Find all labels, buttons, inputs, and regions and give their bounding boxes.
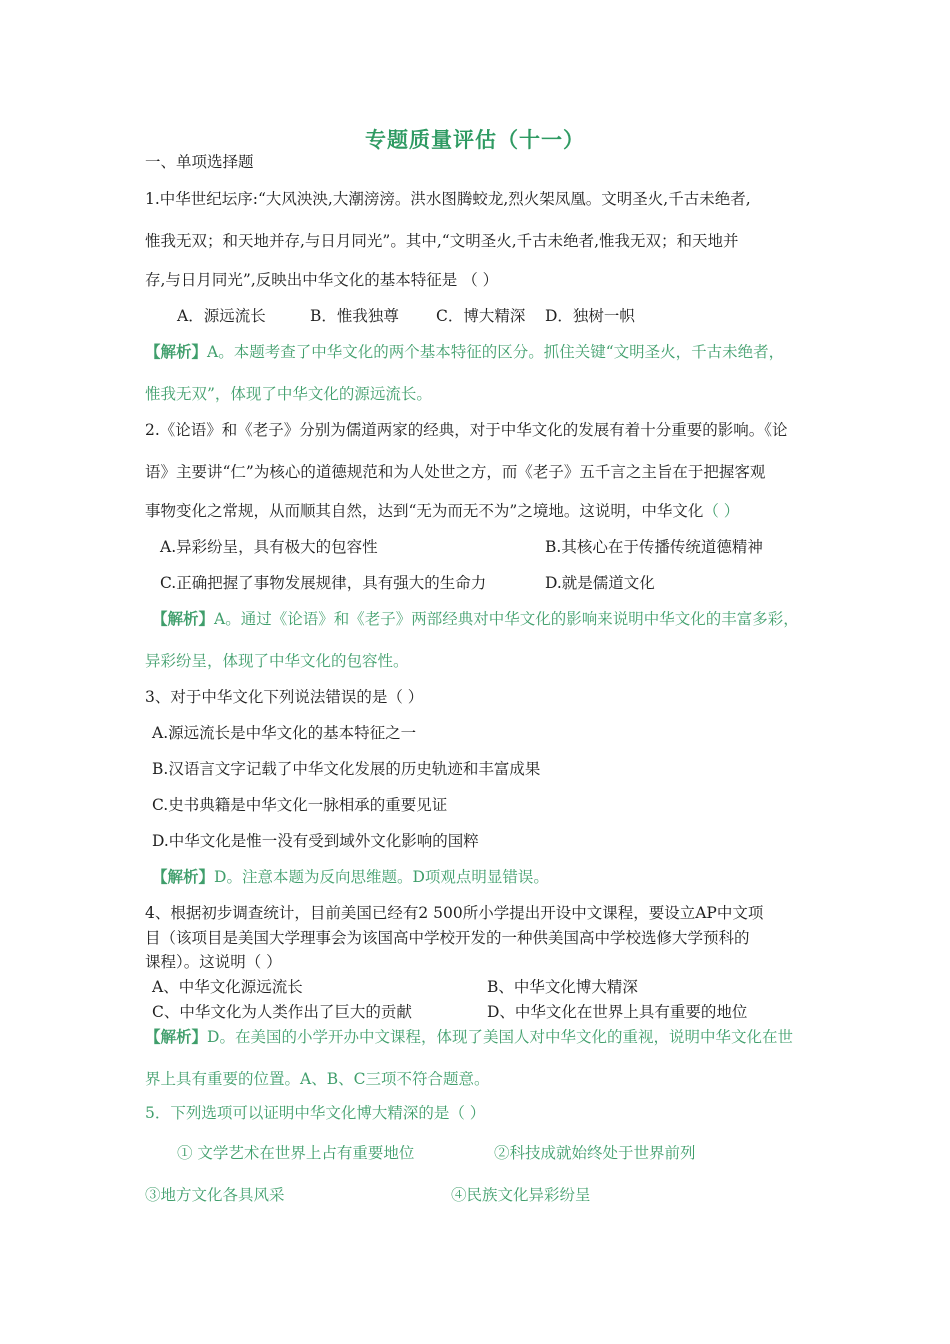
- page-title: 专题质量评估（十一）: [365, 128, 585, 152]
- q4-line-1: 4、根据初步调查统计，目前美国已经有2 500所小学提出开设中文课程，要设立AP中文项: [145, 904, 764, 922]
- q3-line-1: 3、对于中华文化下列说法错误的是（ ）: [145, 688, 424, 706]
- q4-line-3: 课程）。这说明（ ）: [145, 953, 282, 971]
- q2-line-3: [145, 501, 739, 521]
- q4-line-2: 目（该项目是美国大学理事会为该国高中学校开发的一种供美国高中学校选修大学预科的: [145, 929, 750, 947]
- q1-analysis-line-2: 惟我无双”，体现了中华文化的源远流长。: [145, 385, 432, 403]
- q2-analysis-tag: 【解析】: [152, 609, 215, 628]
- q2-option-a: A.异彩纷呈，具有极大的包容性: [160, 538, 378, 556]
- q5-option-4: ④民族文化异彩纷呈: [451, 1186, 591, 1204]
- q2-analysis-line-2: 异彩纷呈，体现了中华文化的包容性。: [145, 652, 409, 670]
- q2-answer-blank: （ ）: [703, 502, 740, 520]
- q1-option-a: A．源远流长: [177, 307, 266, 325]
- q3-option-d: D.中华文化是惟一没有受到域外文化影响的国粹: [152, 832, 479, 850]
- q4-option-b: B、中华文化博大精深: [487, 978, 638, 996]
- q3-option-b: B.汉语言文字记载了中华文化发展的历史轨迹和丰富成果: [152, 760, 541, 778]
- q4-option-d: D、中华文化在世界上具有重要的地位: [487, 1003, 748, 1021]
- q3-option-a: A.源远流长是中华文化的基本特征之一: [152, 724, 417, 742]
- q3-analysis-text: D。注意本题为反向思维题。D项观点明显错误。: [214, 868, 549, 886]
- q4-analysis-line-1: [145, 1027, 793, 1047]
- q5-option-1: ① 文学艺术在世界上占有重要地位: [177, 1144, 415, 1162]
- q1-option-b: B．惟我独尊: [310, 307, 399, 325]
- section-heading: 一、单项选择题: [145, 153, 254, 171]
- q1-option-d: D．独树一帜: [545, 307, 635, 325]
- q2-line-3-text: 事物变化之常规，从而顺其自然，达到“无为而无不为”之境地。这说明，中华文化: [145, 502, 704, 520]
- q4-option-a: A、中华文化源远流长: [152, 978, 303, 996]
- q1-analysis-line-1: [145, 342, 784, 362]
- q4-analysis-text: D。在美国的小学开办中文课程，体现了美国人对中华文化的重视，说明中华文化在世: [207, 1028, 793, 1046]
- q1-line-2: 惟我无双；和天地并存,与日月同光”。其中,“文明圣火,千古未绝者,惟我无双；和天地并: [145, 232, 739, 250]
- q5-option-3: ③地方文化各具风采: [145, 1186, 285, 1204]
- q5-line-1: 5．下列选项可以证明中华文化博大精深的是（ ）: [145, 1104, 486, 1122]
- q2-analysis-text: A。通过《论语》和《老子》两部经典对中华文化的影响来说明中华文化的丰富多彩，: [214, 610, 799, 628]
- q3-option-c: C.史书典籍是中华文化一脉相承的重要见证: [152, 796, 448, 814]
- q2-option-c: C.正确把握了事物发展规律，具有强大的生命力: [160, 574, 487, 592]
- q1-line-1: 1.中华世纪坛序:“大风泱泱,大潮滂滂。洪水图腾蛟龙,烈火架凤凰。文明圣火,千古未绝者,: [145, 190, 751, 208]
- q2-line-2: 语》主要讲“仁”为核心的道德规范和为人处世之方，而《老子》五千言之主旨在于把握客观: [145, 463, 766, 481]
- q4-analysis-tag: 【解析】: [145, 1027, 208, 1046]
- q4-option-c: C、中华文化为人类作出了巨大的贡献: [152, 1003, 412, 1021]
- q1-option-c: C．博大精深: [436, 307, 526, 325]
- q1-analysis-tag: 【解析】: [145, 342, 208, 361]
- q4-analysis-line-2: 界上具有重要的位置。A、B、C三项不符合题意。: [145, 1070, 490, 1088]
- q1-analysis-text: A。本题考查了中华文化的两个基本特征的区分。抓住关键“文明圣火，千古未绝者，: [207, 343, 785, 361]
- q2-line-1: 2.《论语》和《老子》分别为儒道两家的经典，对于中华文化的发展有着十分重要的影响。《论: [145, 421, 788, 439]
- q2-option-b: B.其核心在于传播传统道德精神: [545, 538, 763, 556]
- q1-line-3: 存,与日月同光”,反映出中华文化的基本特征是 （ ）: [145, 271, 499, 289]
- q3-analysis-tag: 【解析】: [152, 867, 215, 886]
- q5-option-2: ②科技成就始终处于世界前列: [494, 1144, 696, 1162]
- q3-analysis-line-1: [152, 867, 549, 887]
- q2-option-d: D.就是儒道文化: [545, 574, 655, 592]
- q2-analysis-line-1: [152, 609, 799, 629]
